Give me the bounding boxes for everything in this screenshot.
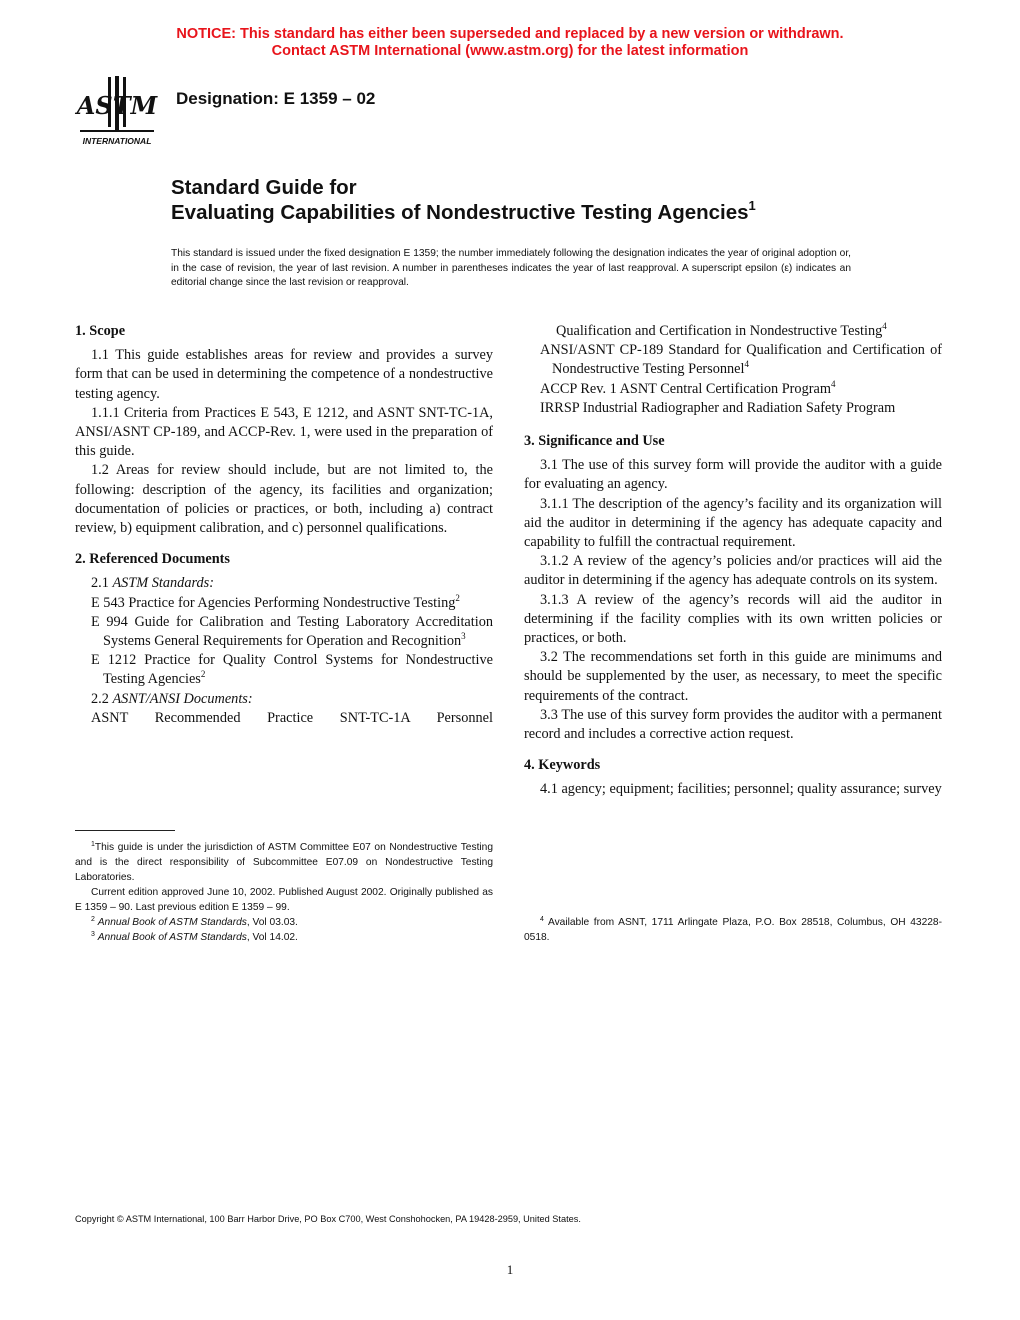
footnote-3: $^3$ Annual Book of ASTM Standards, Vol 14.02. xyxy=(91,931,298,943)
para-3-1-1: 3.1.1 The description of the agency’s facility and its organization will aid the auditor in determining if the agency has adequate capacity and capability to fulfill the contractual requirement. xyxy=(524,495,942,551)
footnote-1-edition: Current edition approved June 10, 2002. Published August 2002. Originally published as E 1359 – 90. Last previous edition E 1359 – 99. xyxy=(75,887,493,913)
notice-line-1: NOTICE: This standard has either been superseded and replaced by a new version or withdrawn. xyxy=(176,26,844,42)
footnote-1: $^1$This guide is under the jurisdiction of ASTM Committee E07 on Nondestructive Testing and is the direct responsibility of Subcommittee E07.09 on Nondestructive Testing Laboratories. xyxy=(75,841,493,883)
withdrawal-notice xyxy=(0,26,1020,60)
page-number: 1 xyxy=(506,1262,514,1277)
ref-irrsp: IRRSP Industrial Radiographer and Radiation Safety Program xyxy=(540,399,896,416)
para-1-1-1: 1.1.1 Criteria from Practices E 543, E 1212, and ASNT SNT-TC-1A, ANSI/ASNT CP-189, and ACCP-Rev. 1, were used in the preparation of this guide. xyxy=(75,404,493,460)
section-scope-heading: 1. Scope xyxy=(75,323,126,339)
footnotes-left xyxy=(75,840,493,945)
para-3-3: 3.3 The use of this survey form provides the auditor with a permanent record and includes a corrective action request. xyxy=(524,706,942,743)
issue-note: This standard is issued under the fixed designation E 1359; the number immediately following the designation indicates the year of original adoption or, in the case of revision, the year of last revision. A number in parentheses indicates the year of last reapproval. A superscript epsilon (ε) indicates an editorial change since the last revision or reapproval. xyxy=(171,248,851,288)
right-column xyxy=(524,322,942,800)
ref-e994: E 994 Guide for Calibration and Testing Laboratory Accreditation Systems General Requirements for Operation and Recognition$^3$ xyxy=(91,613,493,650)
ref-asnt-snt-tc-1a-continued: Qualification and Certification in Nondestructive Testing$^4$ xyxy=(556,321,887,339)
para-3-2: 3.2 The recommendations set forth in this guide are minimums and should be supplemented by the user, as necessary, to meet the specific requirements of the contract. xyxy=(524,649,942,704)
logo-letters: ASTM xyxy=(76,91,158,120)
footnote-2: $^2$ Annual Book of ASTM Standards, Vol 03.03. xyxy=(91,916,298,928)
footnote-divider xyxy=(75,830,175,831)
para-3-1: 3.1 The use of this survey form will provide the auditor with a guide for evaluating an agency. xyxy=(524,457,942,493)
left-column xyxy=(75,322,493,728)
para-2-1: 2.1 ASTM Standards: xyxy=(91,575,214,592)
ref-cp189: ANSI/ASNT CP-189 Standard for Qualification and Certification of Nondestructive Testing Personnel$^4$ xyxy=(540,342,942,378)
para-3-1-3: 3.1.3 A review of the agency’s records will aid the auditor in determining if the facility complies with its own written policies or practices, or both. xyxy=(524,591,942,647)
document-title xyxy=(171,175,756,225)
designation: Designation: E 1359 – 02 xyxy=(176,89,376,108)
para-2-2: 2.2 ASNT/ANSI Documents: xyxy=(91,690,253,707)
title-line-2: Evaluating Capabilities of Nondestructive Testing Agencies$^1$ xyxy=(171,198,756,224)
para-3-1-2: 3.1.2 A review of the agency’s policies and/or practices will aid the auditor in determining if the agency has adequate controls on its system. xyxy=(524,553,942,589)
title-footnote-mark: 1 xyxy=(748,198,756,213)
astm-logo xyxy=(72,74,162,150)
para-4-1: 4.1 agency; equipment; facilities; personnel; quality assurance; survey xyxy=(540,781,942,798)
footnote-4: $^4$ Available from ASNT, 1711 Arlingate Plaza, P.O. Box 28518, Columbus, OH 43228-0518. xyxy=(524,916,942,943)
section-significance-heading: 3. Significance and Use xyxy=(524,433,665,450)
ref-e543: E 543 Practice for Agencies Performing Nondestructive Testing$^2$ xyxy=(91,592,460,611)
section-referenced-documents-heading: 2. Referenced Documents xyxy=(75,551,230,568)
notice-line-2: Contact ASTM International (www.astm.org) for the latest information xyxy=(271,43,749,59)
section-keywords-heading: 4. Keywords xyxy=(524,757,601,774)
copyright-line: Copyright © ASTM International, 100 Barr Harbor Drive, PO Box C700, West Conshohocken, PA 19428-2959, United States. xyxy=(75,1214,581,1224)
para-1-1: 1.1 This guide establishes areas for review and provides a survey form that can be used in determining the competence of a nondestructive testing agency. xyxy=(75,347,493,402)
para-1-2: 1.2 Areas for review should include, but are not limited to, the following: description of the agency, its facilities and organization; documentation of policies or practices, or both, including a) contract review, b) equipment calibration, and c) personnel qualifications. xyxy=(75,462,493,537)
logo-wordmark: INTERNATIONAL xyxy=(82,136,152,146)
ref-accp: ACCP Rev. 1 ASNT Central Certification Program$^4$ xyxy=(540,378,836,397)
title-line-1: Standard Guide for xyxy=(171,176,357,199)
ref-asnt-snt-tc-1a: ASNT Recommended Practice SNT-TC-1A Personnel xyxy=(91,709,493,726)
ref-e1212: E 1212 Practice for Quality Control Systems for Nondestructive Testing Agencies$^2$ xyxy=(91,652,493,688)
